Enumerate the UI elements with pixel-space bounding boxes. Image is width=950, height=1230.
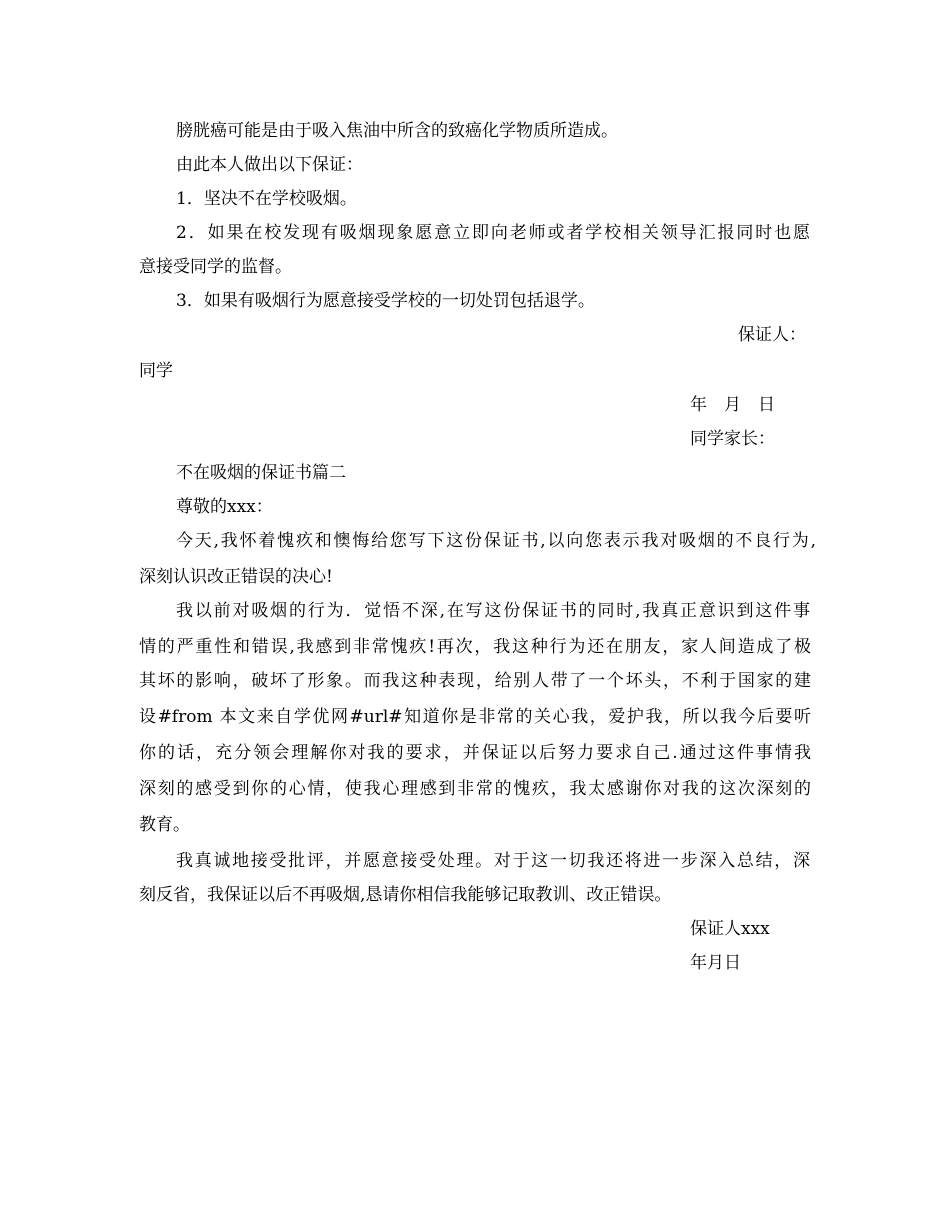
paragraph-line: 情的严重性和错误,我感到非常愧疚!再次，我这种行为还在朋友，家人间造成了极 xyxy=(139,637,811,657)
student-label: 同学 xyxy=(139,361,173,381)
paragraph-line: 我以前对吸烟的行为．觉悟不深,在写这份保证书的同时,我真正意识到这件事 xyxy=(176,601,810,621)
date-line: 年 月 日 xyxy=(690,395,775,415)
parent-label: 同学家长： xyxy=(690,429,775,449)
paragraph-line: 设#from 本文来自学优网#url#知道你是非常的关心我，爱护我，所以我今后要听 xyxy=(139,707,811,727)
paragraph-line: 刻反省，我保证以后不再吸烟,恳请你相信我能够记取教训、改正错误。 xyxy=(139,885,672,905)
paragraph-line: 深刻认识改正错误的决心! xyxy=(139,567,333,587)
paragraph-line: 我真诚地接受批评，并愿意接受处理。对于这一切我还将进一步深入总结，深 xyxy=(176,851,810,871)
paragraph-line: 教育。 xyxy=(139,815,190,835)
paragraph-line: 今天,我怀着愧疚和懊悔给您写下这份保证书,以向您表示我对吸烟的不良行为, xyxy=(176,531,816,551)
paragraph-line: 由此本人做出以下保证： xyxy=(176,155,363,175)
list-item: 1．坚决不在学校吸烟。 xyxy=(176,189,357,209)
section-title: 不在吸烟的保证书篇二 xyxy=(176,463,346,483)
list-item: 3．如果有吸烟行为愿意接受学校的一切处罚包括退学。 xyxy=(176,291,595,311)
paragraph-line: 其坏的影响，破坏了形象。而我这种表现，给别人带了一个坏头，不利于国家的建 xyxy=(139,671,811,691)
paragraph-line: 深刻的感受到你的心情，使我心理感到非常的愧疚，我太感谢你对我的这次深刻的 xyxy=(139,779,811,799)
salutation: 尊敬的xxx： xyxy=(176,497,273,517)
date-line: 年月日 xyxy=(690,953,741,973)
guarantor-label: 保证人： xyxy=(738,325,806,345)
signature-line: 保证人xxx xyxy=(690,919,770,939)
list-item: 2．如果在校发现有吸烟现象愿意立即向老师或者学校相关领导汇报同时也愿 xyxy=(176,223,810,243)
list-item-continuation: 意接受同学的监督。 xyxy=(139,257,292,277)
paragraph-line: 你的话，充分领会理解你对我的要求，并保证以后努力要求自己.通过这件事情我 xyxy=(139,743,811,763)
paragraph-line: 膀胱癌可能是由于吸入焦油中所含的致癌化学物质所造成。 xyxy=(176,121,618,141)
